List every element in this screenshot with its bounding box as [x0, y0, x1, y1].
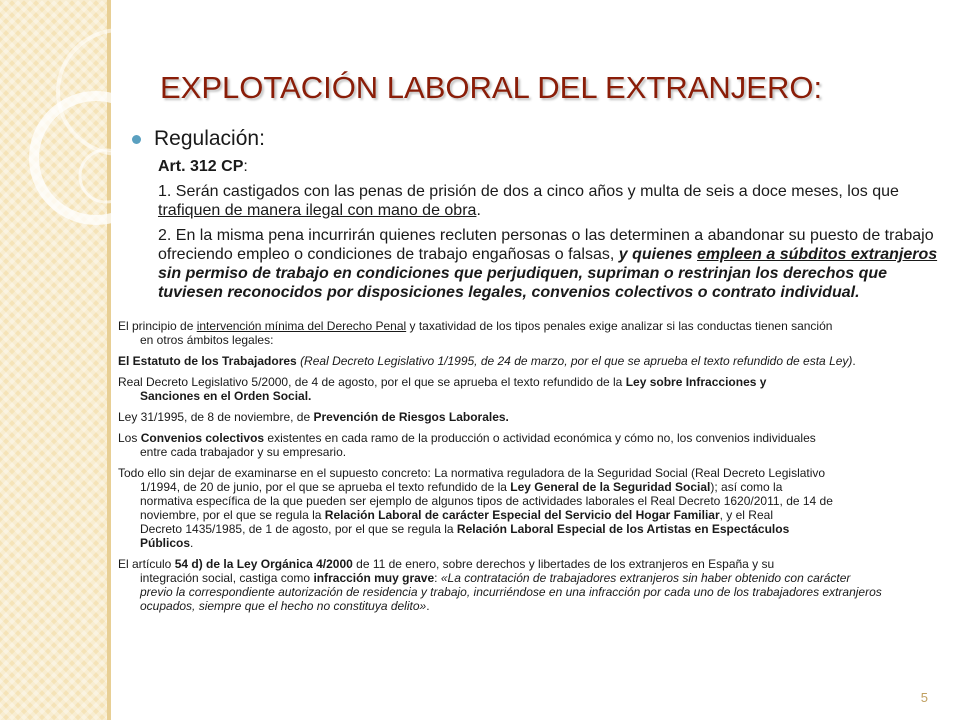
- estatuto-end: .: [852, 354, 856, 368]
- todo-line6: [118, 536, 940, 550]
- article-p2-text: 2. En la misma pena incurrirán quienes recluten personas o las determinen a abandonar su puesto de trabajo ofreciendo empleo o condiciones de trabajo engañosas o falsas,: [158, 227, 934, 263]
- paragraph-todo: [118, 466, 940, 550]
- paragraph-convenios: [118, 431, 940, 459]
- todo-c1-post: ); así como la: [710, 480, 783, 494]
- todo-c3-bold: Relación Laboral de carácter Especial del Servicio del Hogar Familiar: [324, 508, 720, 522]
- article-heading: [118, 157, 940, 176]
- todo-c3-pre: noviembre, por el que se regula la: [140, 508, 322, 522]
- paragraph-ley31: [118, 410, 940, 424]
- slide-content: [118, 126, 940, 620]
- convenios-text: existentes en cada ramo de la producción o actividad económica y cómo no, los convenios individuales: [267, 431, 816, 445]
- article-heading-rest: :: [243, 158, 248, 175]
- article-heading-bold: Art. 312 CP: [158, 158, 244, 175]
- art54-line3: previo la correspondiente autorización de residencia y trabajo, incurriéndose en una infracción por cada uno de los trabajadores extranjeros: [140, 585, 882, 599]
- article-paragraph-2: [118, 226, 940, 302]
- paragraph-rd5: [118, 375, 940, 403]
- todo-c1-pre: 1/1994, de 20 de junio, por el que se aprueba el texto refundido de la: [140, 480, 507, 494]
- estatuto-italic: (Real Decreto Legislativo 1/1995, de 24 de marzo, por el que se aprueba el texto refundido de esta Ley): [300, 354, 853, 368]
- convenios-pre: Los: [118, 431, 138, 445]
- art54-text: de 11 de enero, sobre derechos y libertades de los extranjeros en España y su: [356, 557, 775, 571]
- convenios-cont: entre cada trabajador y su empresario.: [140, 445, 347, 459]
- art54-line2: [118, 571, 940, 585]
- paragraph-estatuto: [118, 354, 940, 368]
- article-p1-end: .: [476, 202, 481, 219]
- todo-c4-pre: Decreto 1435/1985, de 1 de agosto, por el que se regula la: [140, 522, 454, 536]
- body-paragraphs: [118, 319, 940, 613]
- art54-c1-mid: :: [434, 571, 438, 585]
- art54-c1-italic: «La contratación de trabajadores extranjeros sin haber obtenido con carácter: [440, 571, 851, 585]
- convenios-bold: Convenios colectivos: [140, 431, 265, 445]
- todo-line4: [118, 508, 940, 522]
- todo-c3-post: , y el Real: [719, 508, 773, 522]
- article-p1-text: 1. Serán castigados con las penas de prisión de dos a cinco años y multa de seis a doce meses, los que: [158, 183, 899, 200]
- rd5-text: Real Decreto Legislativo 5/2000, de 4 de agosto, por el que se aprueba el texto refundido de la: [118, 375, 623, 389]
- paragraph-principio: [118, 319, 940, 347]
- article-p2-emphasis-2: sin permiso de trabajo en condiciones que perjudiquen, supriman o restrinjan los derechos que tuviesen reconocidos por disposiciones legales, convenios colectivos o contrato individual.: [158, 265, 888, 301]
- bullet-label: Regulación:: [154, 127, 265, 150]
- principio-cont: en otros ámbitos legales:: [140, 333, 274, 347]
- article-p2-emphasis-1: y quienes: [618, 246, 693, 263]
- principio-underline: intervención mínima del Derecho Penal: [196, 319, 407, 333]
- paragraph-principio-line1: [118, 319, 940, 333]
- rd5-line1: [118, 375, 940, 389]
- art54-c3-italic: ocupados, siempre que el hecho no constituya delito»: [140, 599, 427, 613]
- bullet-dot-icon: [132, 135, 141, 144]
- art54-line4: [118, 599, 940, 613]
- estatuto-bold: El Estatuto de los Trabajadores: [118, 354, 297, 368]
- rd5-bold: Ley sobre Infracciones y: [625, 375, 767, 389]
- todo-c5-post: .: [190, 536, 194, 550]
- todo-line1: Todo ello sin dejar de examinarse en el supuesto concreto: La normativa reguladora de la Seguridad Social (Real Decreto Legislativo: [118, 466, 826, 480]
- article-p2-emphasis-underline: empleen a súbditos extranjeros: [697, 246, 938, 263]
- rd5-bold-cont: Sanciones en el Orden Social.: [140, 389, 312, 403]
- todo-c4-bold: Relación Laboral Especial de los Artistas en Espectáculos: [456, 522, 790, 536]
- art54-pre: El artículo: [118, 557, 172, 571]
- slide-title: EXPLOTACIÓN LABORAL DEL EXTRANJERO:: [160, 70, 823, 105]
- todo-line5: [118, 522, 940, 536]
- principio-pre: El principio de: [118, 319, 194, 333]
- convenios-line1: [118, 431, 940, 445]
- article-p1-underline: trafiquen de manera ilegal con mano de obra: [158, 202, 477, 219]
- todo-c1-bold: Ley General de la Seguridad Social: [510, 480, 711, 494]
- todo-c5-bold: Públicos: [140, 536, 191, 550]
- todo-line2: [118, 480, 940, 494]
- bullet-item: [118, 126, 940, 152]
- paragraph-art54: [118, 557, 940, 613]
- art54-bold: 54 d) de la Ley Orgánica 4/2000: [174, 557, 353, 571]
- page-number: 5: [920, 690, 928, 705]
- ley31-pre: Ley 31/1995, de 8 de noviembre, de: [118, 410, 311, 424]
- ley31-bold: Prevención de Riesgos Laborales.: [313, 410, 509, 424]
- principio-post: y taxatividad de los tipos penales exige analizar si las conductas tienen sanción: [409, 319, 833, 333]
- art54-c1-pre: integración social, castiga como: [140, 571, 311, 585]
- art54-c1-bold: infracción muy grave: [313, 571, 435, 585]
- todo-line3: normativa específica de la que pueden ser ejemplo de algunos tipos de actividades laborales el Real Decreto 1620/2011, de 14 de: [140, 494, 833, 508]
- article-paragraph-1: [118, 182, 940, 220]
- art54-line1: [118, 557, 940, 571]
- art54-c3-end: .: [426, 599, 430, 613]
